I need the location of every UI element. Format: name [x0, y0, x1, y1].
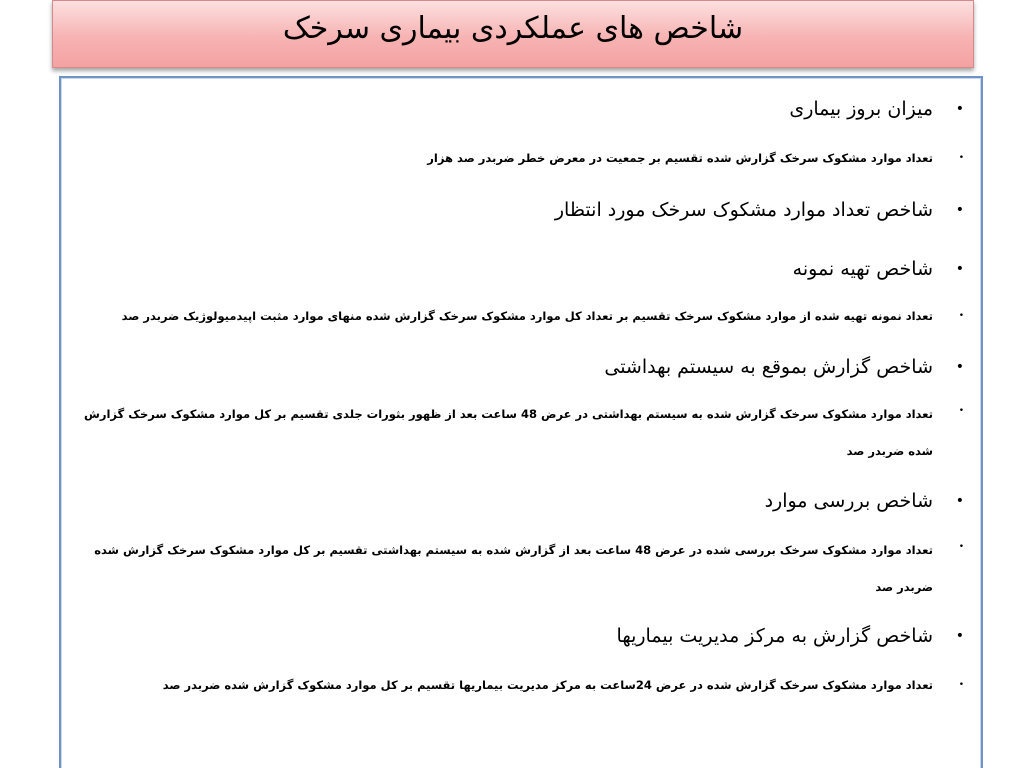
list-item-sampling-definition — [121, 309, 964, 323]
list-item-case-investigation — [764, 490, 964, 512]
item-text: تعداد موارد مشکوک سرخک گزارش شده در عرض 24ساعت به مرکز مدیریت بیماریها تقسیم بر کل موارد مشکوک گزارش شده ضربدر صد — [162, 678, 933, 692]
bullet-icon: • — [955, 261, 964, 277]
content-box — [59, 76, 983, 768]
bullet-icon: • — [955, 628, 964, 644]
item-text: شاخص تهیه نمونه — [792, 258, 933, 280]
list-item-incidence-rate — [789, 98, 964, 120]
item-text: میزان بروز بیماری — [789, 98, 933, 120]
bullet-icon: • — [955, 101, 964, 117]
list-item-timely-reporting-definition — [71, 396, 964, 470]
item-text: شاخص تعداد موارد مشکوک سرخک مورد انتظار — [554, 199, 933, 221]
bullet-icon: • — [958, 311, 964, 321]
list-item-cdc-reporting — [616, 625, 964, 647]
bullet-icon: • — [958, 153, 964, 163]
bullet-icon: • — [958, 542, 964, 552]
item-text: شاخص بررسی موارد — [764, 490, 933, 512]
item-text: تعداد موارد مشکوک سرخک گزارش شده به سیستم بهداشتی در عرض 48 ساعت بعد از ظهور بثورات جلدی تقسیم بر کل موارد مشکوک سرخک گزارش شده ضربدر صد — [83, 407, 933, 458]
list-item-case-investigation-definition — [71, 532, 964, 606]
bullet-icon: • — [955, 493, 964, 509]
list-item-cdc-reporting-definition — [162, 678, 964, 692]
item-text: شاخص گزارش به مرکز مدیریت بیماریها — [616, 625, 933, 647]
bullet-icon: • — [958, 406, 964, 416]
bullet-icon: • — [955, 202, 964, 218]
bullet-icon: • — [955, 359, 964, 375]
slide-title: شاخص های عملکردی بیماری سرخک — [282, 10, 744, 46]
item-text: تعداد موارد مشکوک سرخک بررسی شده در عرض 48 ساعت بعد از گزارش شده به سیستم بهداشتی تقسیم بر کل موارد مشکوک سرخک گزارش شده ضربدر صد — [94, 543, 933, 594]
list-item-timely-reporting — [604, 356, 964, 378]
title-box — [52, 0, 974, 68]
bullet-icon: • — [958, 680, 964, 690]
list-item-expected-cases — [554, 199, 964, 221]
list-item-sampling — [792, 258, 964, 280]
item-text: تعداد موارد مشکوک سرخک گزارش شده تقسیم بر جمعیت در معرض خطر ضربدر صد هزار — [427, 151, 933, 165]
item-text: شاخص گزارش بموقع به سیستم بهداشتی — [604, 356, 933, 378]
list-item-incidence-definition — [427, 151, 964, 165]
item-text: تعداد نمونه تهیه شده از موارد مشکوک سرخک تقسیم بر تعداد کل موارد مشکوک سرخک گزارش شده منهای موارد مثبت اپیدمیولوژیک ضربدر صد — [121, 309, 933, 323]
